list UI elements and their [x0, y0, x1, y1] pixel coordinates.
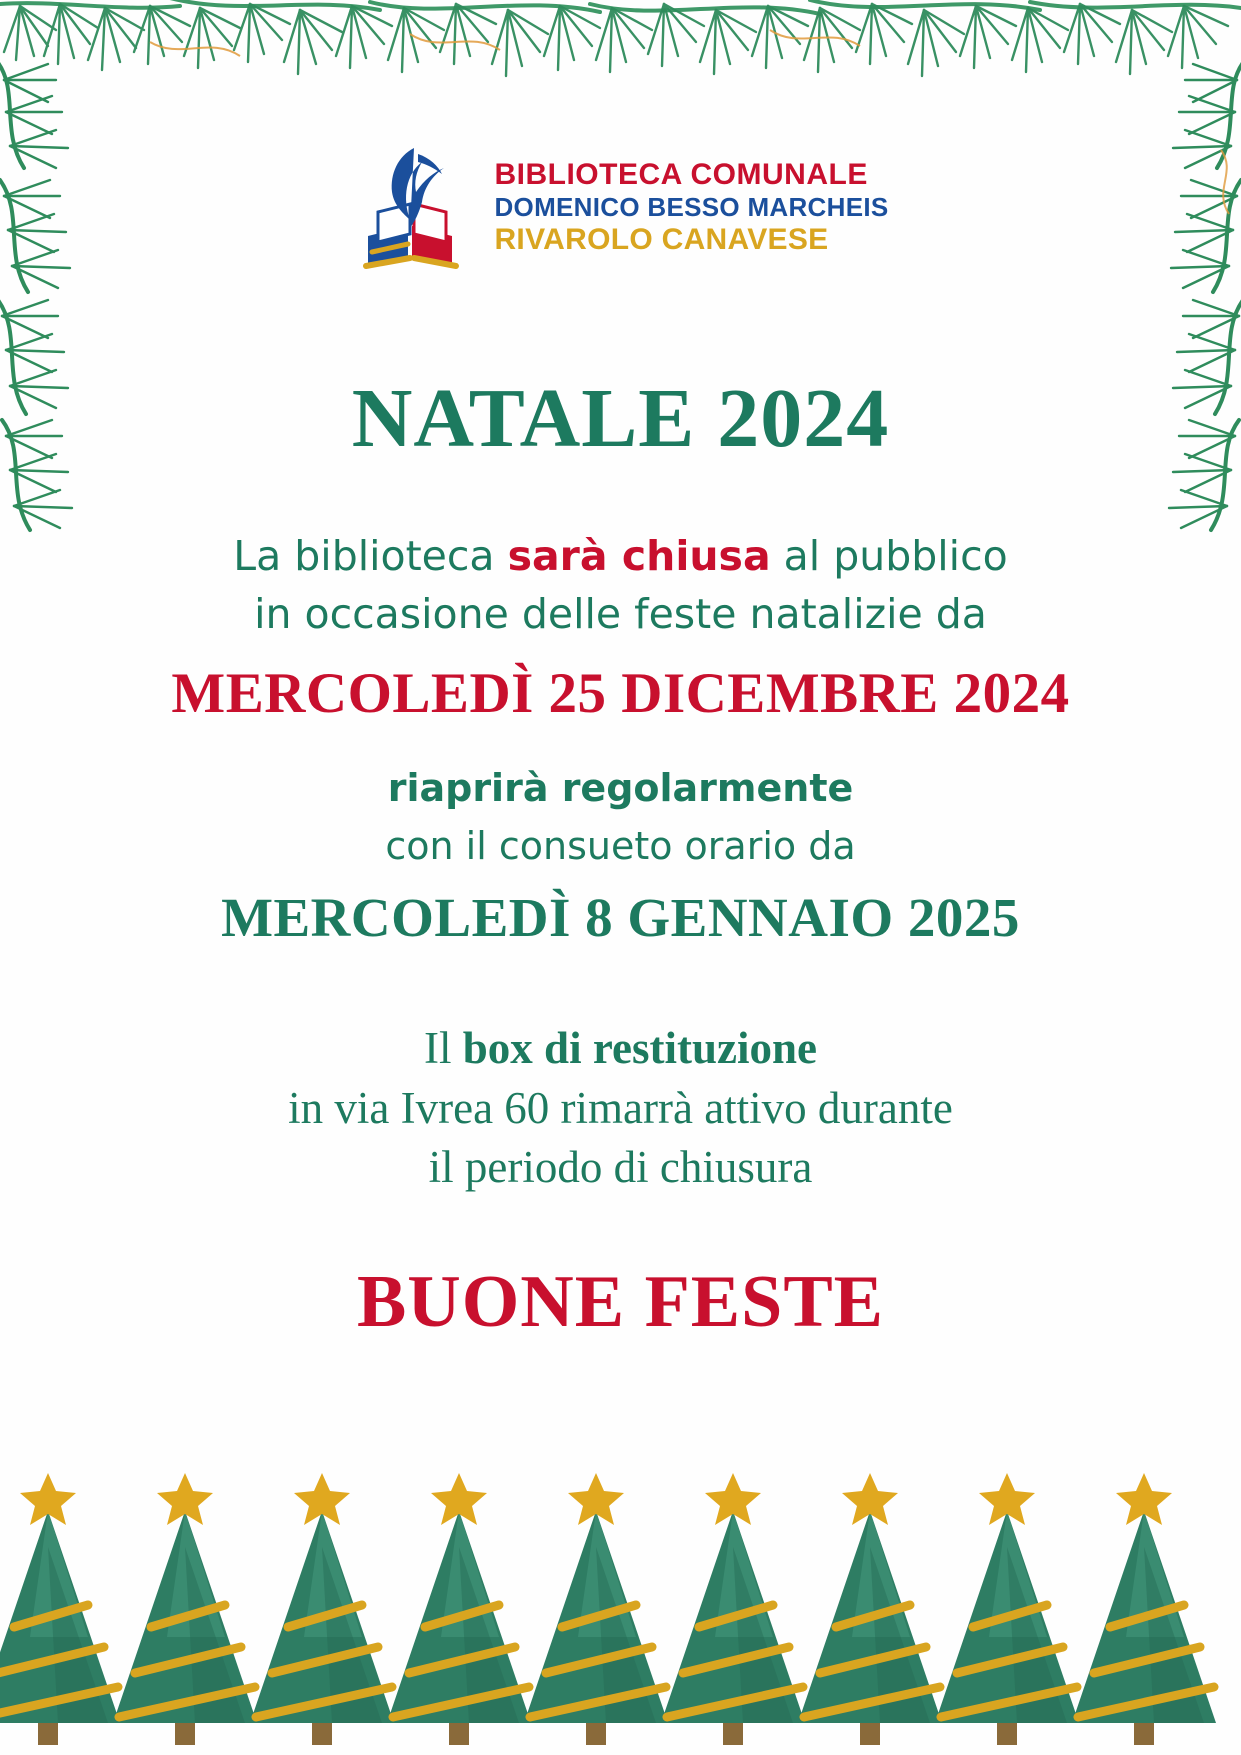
closing-date: MERCOLEDÌ 25 DICEMBRE 2024: [171, 662, 1070, 726]
logo-line-2: DOMENICO BESSO MARCHEIS: [494, 192, 889, 223]
reopen-label: riaprirà regolarmente: [387, 766, 854, 811]
reopen-date: MERCOLEDÌ 8 GENNAIO 2025: [221, 887, 1020, 949]
christmas-trees-row: [0, 1455, 1241, 1755]
logo-line-1: BIBLIOTECA COMUNALE: [494, 157, 868, 191]
logo-text-block: [494, 158, 888, 258]
return-box-line-2: in via Ivrea 60 rimarrà attivo durante: [288, 1082, 953, 1133]
notice-line-1-before: La biblioteca: [233, 532, 508, 580]
poster-content: [0, 370, 1241, 1345]
notice-closed-highlight: sarà chiusa: [507, 532, 771, 580]
return-box-line-1-before: Il: [424, 1023, 463, 1074]
notice-line-2: in occasione delle feste natalizie da: [254, 590, 987, 639]
pine-branches-border-top: [0, 0, 1241, 120]
greeting-text: BUONE FESTE: [356, 1260, 885, 1343]
notice-line-1: [0, 527, 1241, 585]
return-box-line-1: [0, 1019, 1241, 1078]
logo-line-3: RIVAROLO CANAVESE: [494, 222, 829, 256]
library-logo: [0, 140, 1241, 275]
return-box-line-3: il periodo di chiusura: [428, 1142, 813, 1193]
library-book-bird-logo-icon: [352, 140, 472, 275]
return-box-info: [0, 1019, 1241, 1197]
return-box-emphasis: box di restituzione: [462, 1023, 817, 1074]
notice-line-1-after: al pubblico: [770, 532, 1008, 580]
poster-title: NATALE 2024: [351, 372, 890, 465]
reopen-sub-label: con il consueto orario da: [385, 824, 856, 869]
